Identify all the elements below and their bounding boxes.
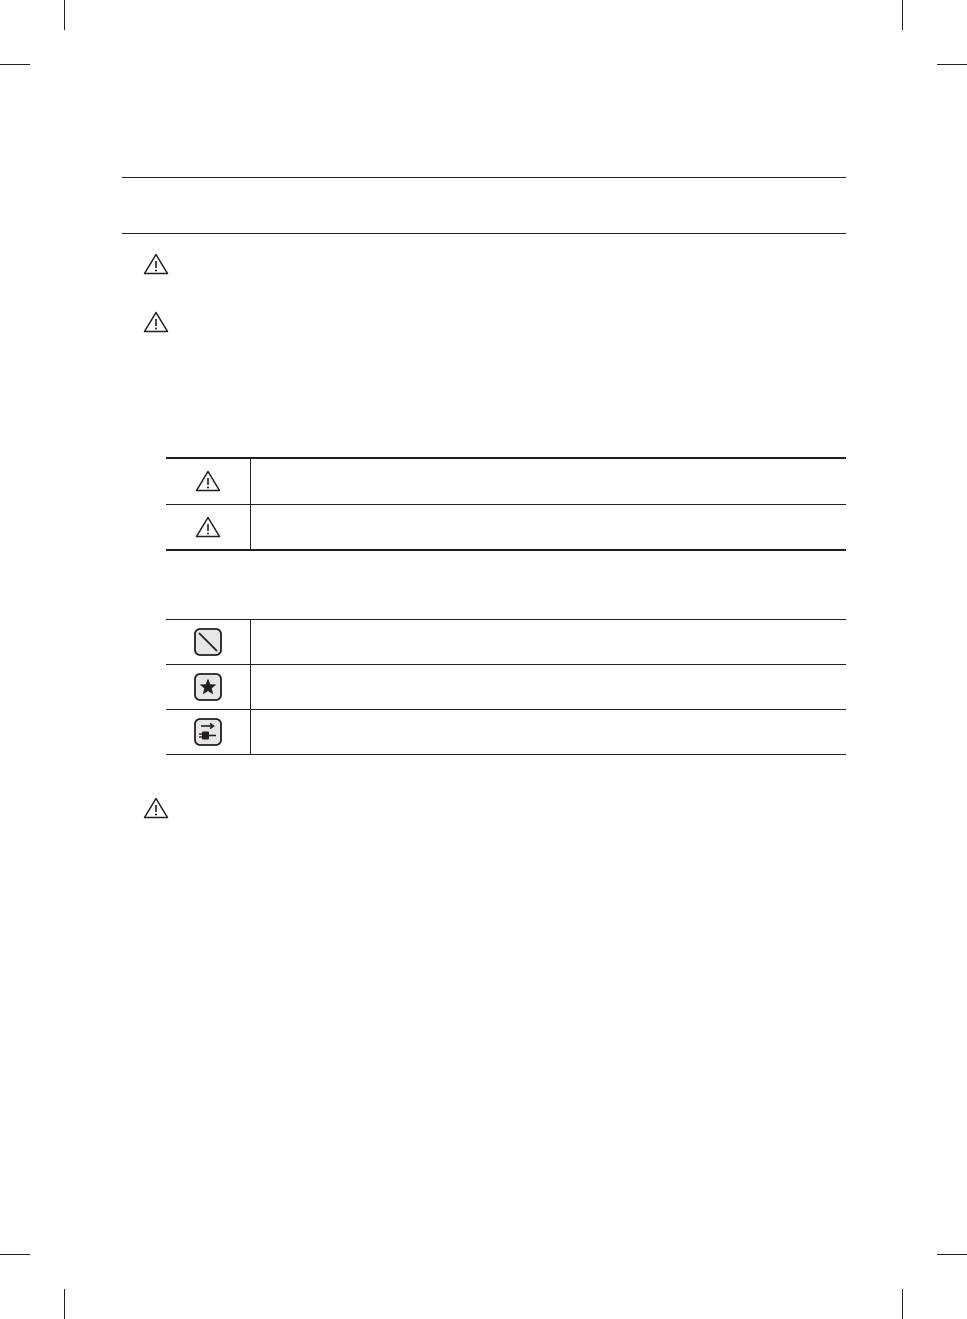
action-symbol-description — [251, 710, 847, 755]
action-symbol-description — [251, 665, 847, 710]
crop-mark-top-right-horizontal — [937, 64, 967, 65]
action-symbol-description — [251, 620, 847, 665]
warning-symbols-table — [166, 457, 846, 551]
warning-triangle-icon — [143, 797, 169, 819]
warning-triangle-icon — [195, 470, 221, 492]
crop-mark-top-left-vertical — [64, 0, 65, 30]
prohibited-icon — [193, 627, 223, 657]
crop-mark-bottom-right-horizontal — [937, 1254, 967, 1255]
warning-symbol-description — [251, 458, 847, 504]
warning-triangle-icon — [143, 311, 169, 333]
action-symbols-table — [166, 619, 846, 755]
table-row — [166, 710, 846, 755]
intro-paragraph-2 — [143, 311, 169, 333]
header-top-rule — [122, 177, 846, 178]
crop-mark-bottom-right-vertical — [902, 1289, 903, 1319]
header-bottom-rule — [122, 233, 846, 234]
table-row — [166, 665, 846, 710]
crop-mark-bottom-left-vertical — [64, 1289, 65, 1319]
closing-paragraph — [143, 797, 169, 819]
crop-mark-top-right-vertical — [902, 0, 903, 30]
warning-symbol-description — [251, 504, 847, 550]
warning-triangle-icon — [195, 516, 221, 538]
table-row — [166, 504, 846, 550]
table-row — [166, 620, 846, 665]
star-mandatory-icon — [193, 672, 223, 702]
table-row — [166, 458, 846, 504]
warning-triangle-icon — [143, 253, 169, 275]
crop-mark-top-left-horizontal — [0, 64, 30, 65]
unplug-icon — [193, 717, 223, 747]
intro-paragraph-1 — [143, 253, 169, 275]
crop-mark-bottom-left-horizontal — [0, 1254, 30, 1255]
